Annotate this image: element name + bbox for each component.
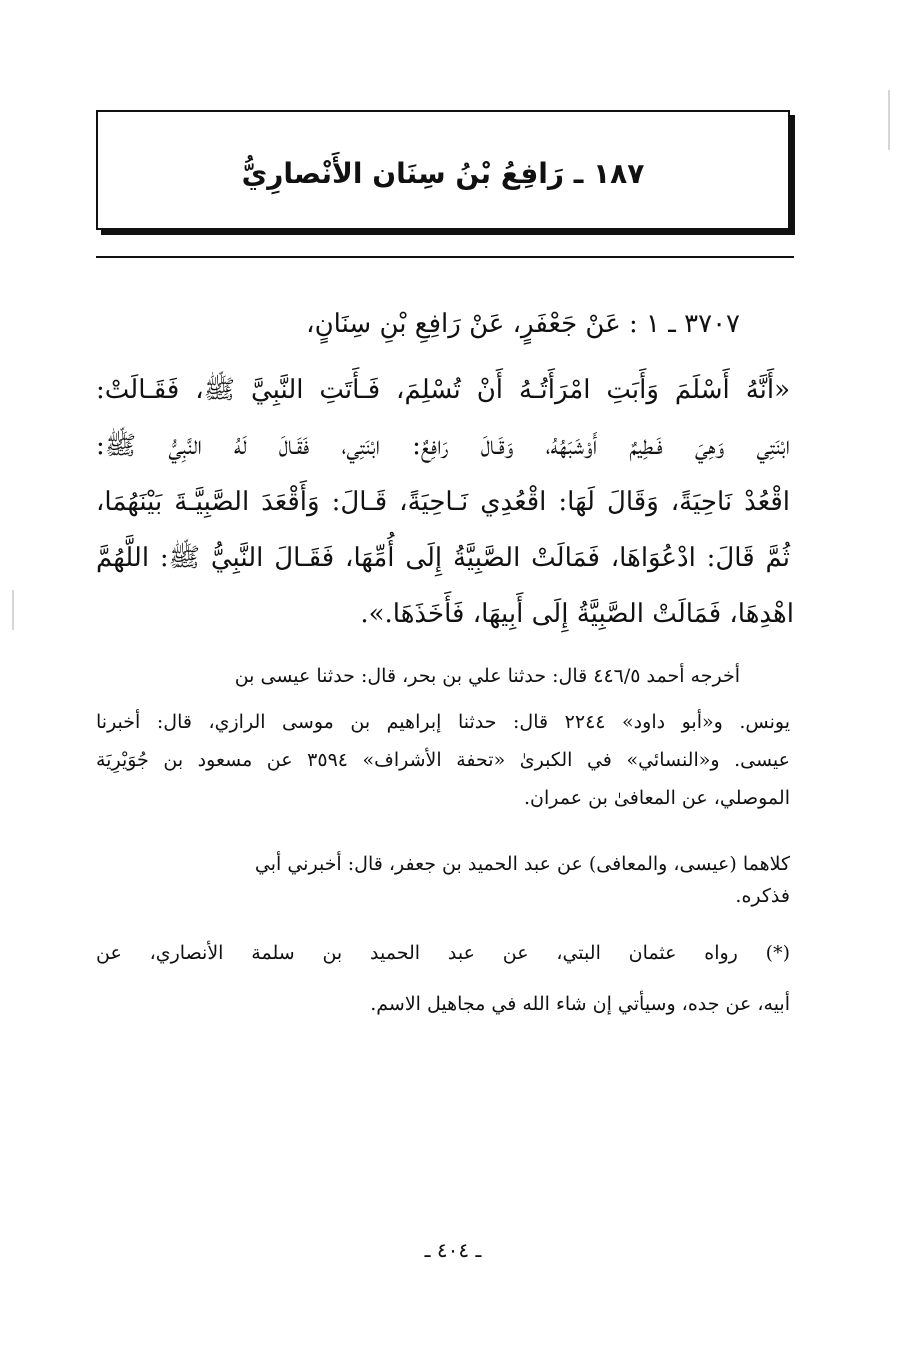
note-line: فذكره. [735, 885, 790, 907]
takhrij-line: يونس. و«أبو داود» ٢٢٤٤ قال: حدثنا إبراهيم بن موسى الرازي، قال: أخبرنا [96, 711, 790, 733]
chapter-title-box [96, 110, 790, 230]
header-divider [96, 256, 794, 258]
hadith-line: ثُمَّ قَالَ: ادْعُوَاهَا، فَمَالَتْ الصَّبِيَّةُ إِلَى أُمِّهَا، فَقَـالَ النَّبِيُّ ﷺ: اللَّهُمَّ [96, 543, 790, 573]
takhrij-line: الموصلي، عن المعافىٰ بن عمران. [524, 787, 790, 809]
hadith-line: اقْعُدْ نَاحِيَةً، وَقَالَ لَهَا: اقْعُدِي نَـاحِيَةً، قَـالَ: وَأَقْعَدَ الصَّبِيَّـةَ بَيْنَهُمَا، [96, 487, 790, 517]
hadith-line: ابْنَتِي وَهِيَ فَـطِيمٌ أَوْشَبَهُهُ، وَقَـالَ رَافِعٌ: ابْنَتِي، فَقَـالَ لَهُ النَّبِيُّ ﷺ: [96, 431, 790, 461]
takhrij-line: أخرجه أحمد ٤٤٦/٥ قال: حدثنا علي بن بحر، قال: حدثنا عيسى بن [234, 665, 740, 687]
hadith-line: «أَنَّهُ أَسْلَمَ وَأَبَتِ امْرَأَتُـهُ أَنْ تُسْلِمَ، فَـأَتَتِ النَّبِيَّ ﷺ، فَقَـالَتْ: [96, 375, 790, 405]
hadith-line: ٣٧٠٧ ـ ١ : عَنْ جَعْفَرٍ، عَنْ رَافِعِ بْنِ سِنَانٍ، [306, 309, 740, 339]
hadith-line: اهْدِهَا، فَمَالَتْ الصَّبِيَّةُ إِلَى أَبِيهَا، فَأَخَذَهَا.». [360, 599, 794, 629]
takhrij-line: عيسى. و«النسائي» في الكبرىٰ «تحفة الأشراف» ٣٥٩٤ عن مسعود بن جُوَيْرِيَة [96, 749, 790, 771]
chapter-title: ١٨٧ ـ رَافِعُ بْنُ سِنَان الأَنْصارِيُّ [241, 157, 645, 190]
note-line: كلاهما (عيسى، والمعافى) عن عبد الحميد بن جعفر، قال: أخبرني أبي [254, 853, 790, 875]
page-number: ـ ٤٠٤ ـ [424, 1238, 482, 1262]
note-line: (*) رواه عثمان البتي، عن عبد الحميد بن سلمة الأنصاري، عن [96, 942, 790, 964]
scan-margin-mark [888, 90, 890, 150]
scan-margin-mark [12, 590, 14, 630]
note-line: أبيه، عن جده، وسيأتي إن شاء الله في مجاهيل الاسم. [370, 993, 790, 1015]
